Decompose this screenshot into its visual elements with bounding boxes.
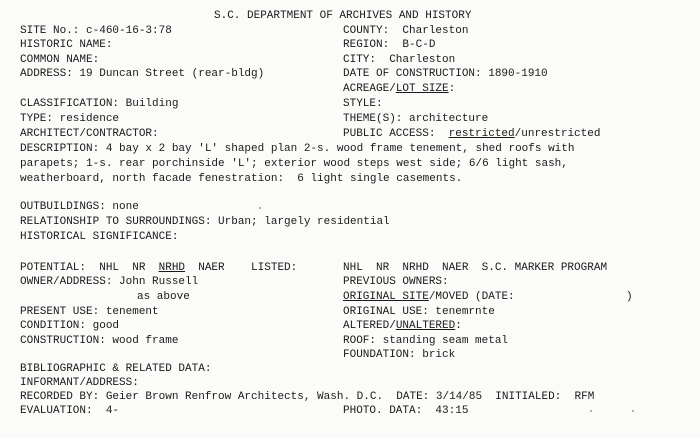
bibliographic-data: BIBLIOGRAPHIC & RELATED DATA: [20,363,212,375]
potential-nrhd: NRHD [158,262,186,274]
foundation: FOUNDATION: brick [343,349,456,361]
scan-speck [632,410,634,412]
photo-data: PHOTO. DATA: 43:15 [343,405,469,417]
present-use: PRESENT USE: tenement [20,306,159,318]
scan-speck [590,410,592,412]
lot-size-underlined: LOT SIZE [395,83,449,95]
unaltered-underlined: UNALTERED [395,320,456,332]
altered-unaltered [343,320,462,333]
acreage-prefix: ACREAGE/ [343,83,396,95]
potential [20,262,297,275]
moved-date-close: ) [626,291,633,303]
city: CITY: Charleston [343,54,456,66]
type: TYPE: residence [20,113,120,125]
architect-contractor: ARCHITECT/CONTRACTOR: [20,128,159,140]
public-access-prefix: PUBLIC ACCESS: [343,128,449,140]
owner-address-line-2: as above [137,291,190,303]
original-use: ORIGINAL USE: tenemrnte [343,306,495,318]
historical-significance: HISTORICAL SIGNIFICANCE: [20,231,179,243]
site-no: SITE No.: c-460-16-3:78 [20,25,172,37]
form-title: S.C. DEPARTMENT OF ARCHIVES AND HISTORY [214,10,472,22]
previous-owners: PREVIOUS OWNERS: [343,276,449,288]
style: STYLE: [343,98,383,110]
region: REGION: B-C-D [343,39,436,51]
site-status [343,291,515,304]
original-site-underlined: ORIGINAL SITE [343,291,429,303]
acreage-suffix: : [448,83,456,95]
address: ADDRESS: 19 Duncan Street (rear-bldg) [20,68,265,80]
moved-date: /MOVED (DATE: [428,291,515,303]
historic-name: HISTORIC NAME: [20,39,113,51]
description-line-2: parapets; 1-s. rear porchinside 'L'; exterior wood steps west side; 6/6 light sash, [20,158,568,170]
potential-prefix: POTENTIAL: NHL NR [20,262,159,274]
themes: THEME(S): architecture [343,113,489,125]
description-line-3: weatherboard, north facade fenestration: 6 light single casements. [20,173,463,185]
potential-suffix: NAER LISTED: [185,262,298,274]
relationship: RELATIONSHIP TO SURROUNDINGS: Urban; largely residential [20,216,390,228]
public-access-suffix: /unrestricted [514,128,601,140]
public-access-restricted: restricted [448,128,515,140]
public-access [343,128,600,141]
construction: CONSTRUCTION: wood frame [20,335,179,347]
common-name: COMMON NAME: [20,54,100,66]
roof: ROOF: standing seam metal [343,335,509,347]
altered-prefix: ALTERED/ [343,320,396,332]
evaluation: EVALUATION: 4- [20,405,120,417]
outbuildings: OUTBUILDINGS: none [20,201,139,213]
classification: CLASSIFICATION: Building [20,98,179,110]
county: COUNTY: Charleston [343,25,469,37]
owner-address: OWNER/ADDRESS: John Russell [20,276,199,288]
date-of-construction: DATE OF CONSTRUCTION: 1890-1910 [343,68,548,80]
acreage-lot-size [343,83,455,96]
scan-speck [259,207,261,209]
informant-address: INFORMANT/ADDRESS: [20,377,139,389]
description-line-1: DESCRIPTION: 4 bay x 2 bay 'L' shaped plan 2-s. wood frame tenement, shed roofs with [20,143,575,155]
recorded-by: RECORDED BY: Geier Brown Renfrow Architects, Wash. D.C. DATE: 3/14/85 INITIALED: RFM [20,391,595,403]
altered-suffix: : [455,320,462,332]
condition: CONDITION: good [20,320,120,332]
listed-options: NHL NR NRHD NAER S.C. MARKER PROGRAM [343,262,608,274]
